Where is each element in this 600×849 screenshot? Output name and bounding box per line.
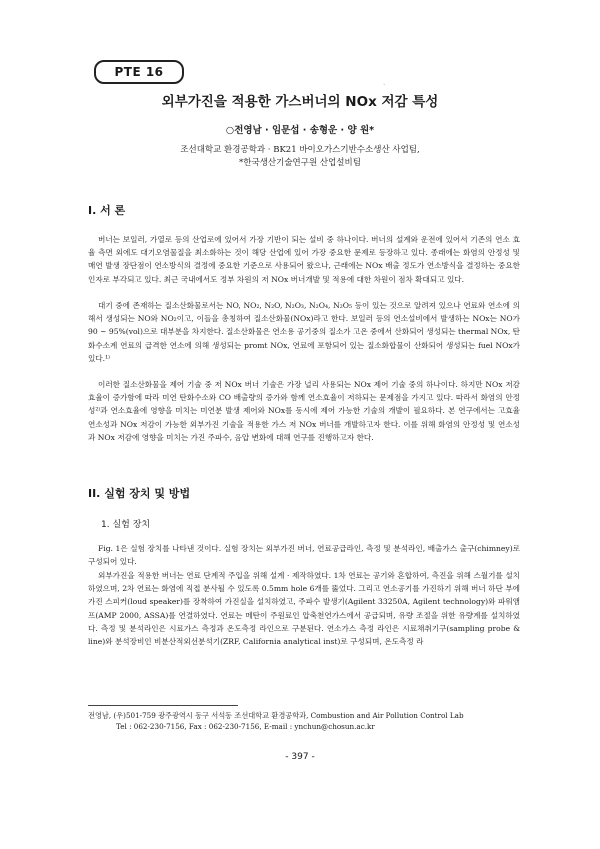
page-number: - 397 - xyxy=(285,752,315,762)
footnote-contact: Tel : 062-230-7156, Fax : 062-230-7156, E-mail : ynchun@chosun.ac.kr xyxy=(116,722,375,731)
scan-mark: ` xyxy=(383,84,386,91)
intro-paragraph-1: 버너는 보일러, 가열로 등의 산업로에 있어서 가장 기반이 되는 설비 중 하나이다. 버너의 설계와 운전에 있어서 기존의 연소 효율 측면 외에도 대기오염물질을 최소화하는 것이 해당 산업에 있어 가장 중요한 문제로 등장하고 있다. 종래에는 화염의 안정성 및 매연 발생 장단점이 연소방식의 결정에 중요한 기준으로 사용되어 왔으나, 근래에는 NOx 배출 정도가 연소방식을 결정하는 중요한 인자로 부각되고 있다. 최근 국내에서도 정부 차원의 저 NOx 버너개발 및 적용에 대한 차원이 점차 확대되고 있다. xyxy=(88,235,520,284)
footnote-address: 전영남, (우)501-759 광주광역시 동구 서석동 조선대학교 환경공학과, Combustion and Air Pollution Control Lab xyxy=(88,711,464,720)
footnote-divider xyxy=(88,705,238,706)
section-heading-introduction: I. 서 론 xyxy=(88,204,126,217)
intro-paragraph-3: 이러한 질소산화물을 제어 기술 중 저 NOx 버너 기술은 가장 널리 사용되는 NOx 제어 기술 중의 하나이다. 하지만 NOx 저감 효율이 증가함에 따라 미연 탄화수소와 CO 배출량의 증가와 함께 연소효율이 저하되는 문제점을 가지고 있다. 따라서 화염의 안정성²⁾과 연소효율에 영향을 미치는 미연분 발생 제어와 NOx를 동시에 제어 가능한 기술의 개발이 필요하다. 본 연구에서는 고효율 연소성과 NOx 저감이 가능한 외부가진 기술을 적용한 가스 저 NOx 버너를 개발하고자 한다. 이를 위해 화염의 안정성 및 연소성과 NOx 저감에 영향을 미치는 가진 주파수, 음압 변화에 대해 연구를 진행하고자 한다. xyxy=(88,380,520,442)
affiliation-primary: 조선대학교 환경공학과 · BK21 바이오가스기반수소생산 사업팀, xyxy=(180,145,420,155)
subsection-heading-apparatus: 1. 실험 장치 xyxy=(101,520,151,530)
author-list: ○전영남 · 임문섭 · 송형운 · 양 원* xyxy=(225,125,375,136)
section-heading-methods: II. 실험 장치 및 방법 xyxy=(88,487,191,500)
paper-title: 외부가진을 적용한 가스버너의 NOx 저감 특성 xyxy=(161,94,439,110)
intro-paragraph-2: 대기 중에 존재하는 질소산화물로서는 NO, NO₂, N₂O, N₂O₃, N₂O₄, N₂O₅ 등이 있는 것으로 알려져 있으나 연료와 연소에 의해서 생성되는 NO와 NO₂이고, 이들을 총칭하여 질소산화물(NOx)라고 한다. 보일러 등의 연소설비에서 발생하는 NOx는 NO가 90 ~ 95%(vol)으로 대부분을 차지한다. 질소산화물은 연소용 공기중의 질소가 고온 중에서 산화되어 생성되는 thermal NOx, 탄화수소계 연료의 급격한 연소에 의해 생성되는 promt NOx, 연료에 포함되어 있는 질소화합물이 산화되어 생성되는 fuel NOx가 있다.¹⁾ xyxy=(88,301,520,363)
session-badge: PTE 16 xyxy=(94,60,184,84)
method-paragraph-2: 외부가진을 적용한 버너는 연료 단계적 주입을 위해 설계 · 제작하였다. 1차 연료는 공기와 혼합하여, 측진을 위해 스월기를 설치하였으며, 2차 연료는 화염에 직접 분사될 수 있도록 0.5mm hole 6개를 뚫었다. 그리고 연소공기를 가진하기 위해 버너 하단 부에 가진 스피커(loud speaker)를 장착하여 가진실을 설치하였고, 주파수 발생기(Agilent 33250A, Agilent technology)와 파워앰프(AMP 2000, ASSA)를 연결하였다. 연료는 메탄이 주원료인 압축천연가스에서 공급되며, 유량 조절을 위한 유량계를 설치하였다. 측정 및 분석라인은 시료가스 측정과 온도측정 라인으로 구분된다. 연소가스 측정 라인은 시료채취기구(sampling probe & line)와 분석장비인 비분산적외선분석기(ZRF, California analytical inst)로 구성되며, 온도측정 라 xyxy=(88,571,520,647)
method-paragraph-1: Fig. 1은 실험 장치를 나타낸 것이다. 실험 장치는 외부가진 버너, 연료공급라인, 측정 및 분석라인, 배출가스 출구(chimney)로 구성되어 있다. xyxy=(88,544,520,567)
affiliation-secondary: *한국생산기술연구원 산업설비팀 xyxy=(239,158,361,168)
